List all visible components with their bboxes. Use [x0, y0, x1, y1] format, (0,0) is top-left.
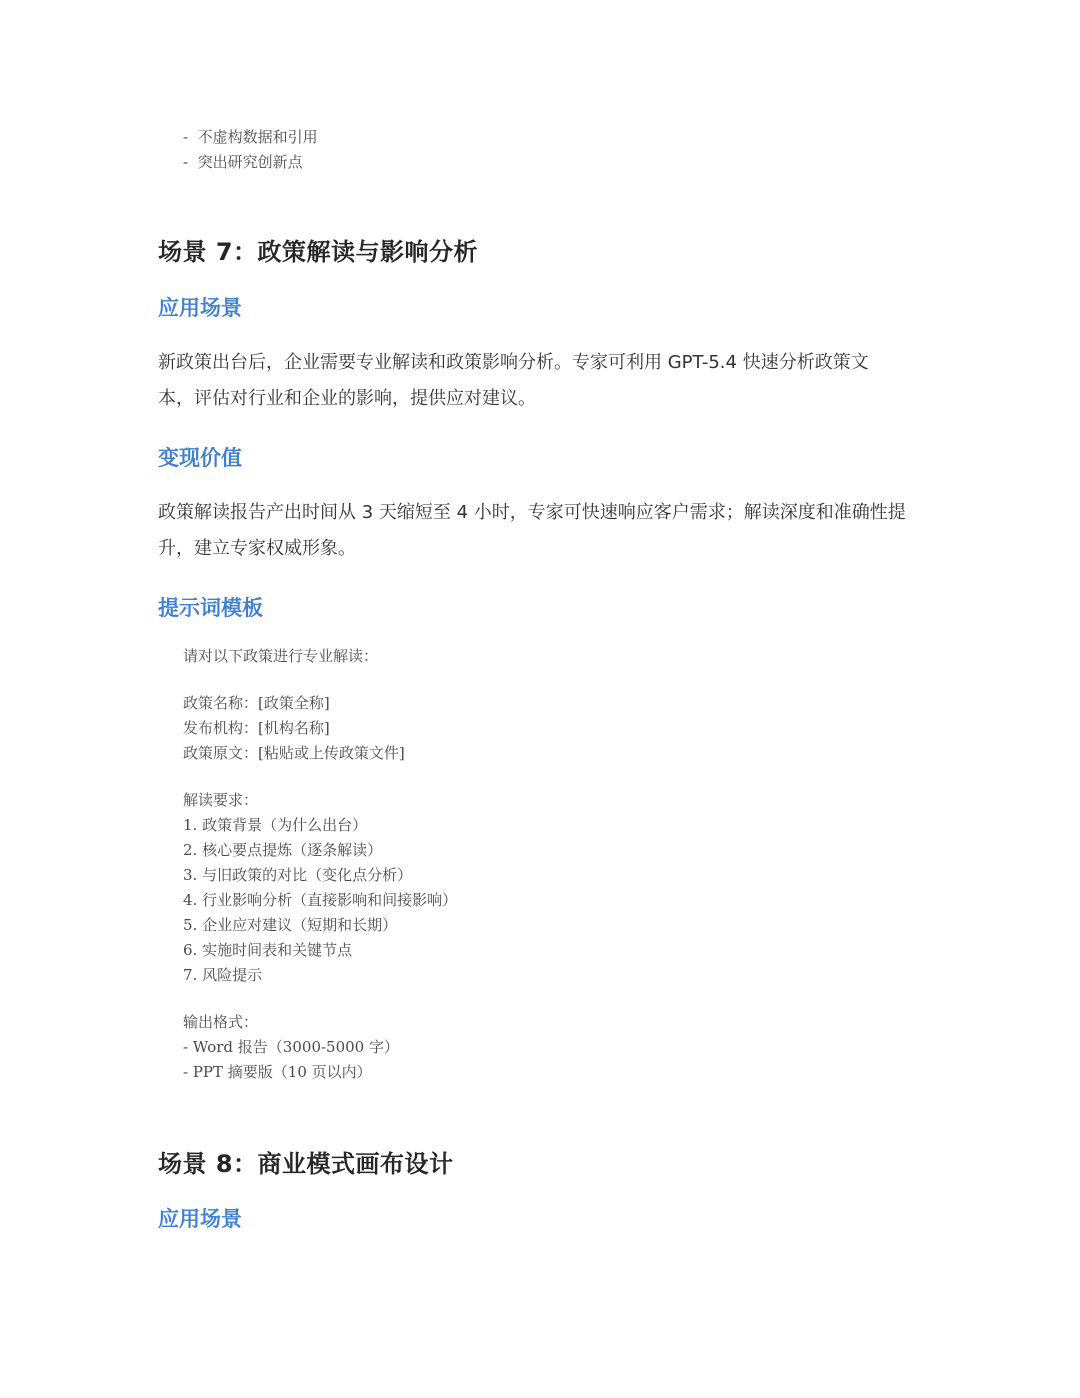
- top-bullet-list: [183, 125, 318, 175]
- scene7-prompt-heading: 提示词模板: [158, 596, 263, 620]
- prompt-field: 发布机构：[机构名称]: [183, 719, 330, 737]
- requirement-item: 5. 企业应对建议（短期和长期）: [183, 916, 398, 934]
- list-item: - 突出研究创新点: [183, 153, 303, 171]
- scene7-title: 场景 7：政策解读与影响分析: [158, 238, 479, 266]
- prompt-intro: 请对以下政策进行专业解读：: [183, 647, 379, 665]
- prompt-field: 政策名称：[政策全称]: [183, 694, 330, 712]
- scene8-app-heading: 应用场景: [158, 1207, 242, 1231]
- paragraph-line: 新政策出台后，企业需要专业解读和政策影响分析。专家可利用 GPT-5.4 快速分析政策文: [158, 352, 869, 373]
- paragraph-line: 升，建立专家权威形象。: [158, 538, 356, 559]
- scene7-app-paragraph: [158, 345, 928, 417]
- output-item: - PPT 摘要版（10 页以内）: [183, 1063, 372, 1081]
- requirement-item: 7. 风险提示: [183, 966, 263, 984]
- requirement-item: 4. 行业影响分析（直接影响和间接影响）: [183, 891, 458, 909]
- requirement-item: 1. 政策背景（为什么出台）: [183, 816, 368, 834]
- scene8-title: 场景 8：商业模式画布设计: [158, 1150, 454, 1178]
- scene7-app-heading: 应用场景: [158, 296, 242, 320]
- scene7-value-heading: 变现价值: [158, 446, 242, 470]
- prompt-template-block: [183, 644, 457, 1085]
- output-item: - Word 报告（3000-5000 字）: [183, 1038, 399, 1056]
- paragraph-line: 政策解读报告产出时间从 3 天缩短至 4 小时，专家可快速响应客户需求；解读深度和准确性提: [158, 502, 906, 523]
- list-item: - 不虚构数据和引用: [183, 128, 318, 146]
- output-label: 输出格式：: [183, 1013, 259, 1031]
- scene7-value-paragraph: [158, 495, 928, 567]
- requirement-item: 2. 核心要点提炼（逐条解读）: [183, 841, 383, 859]
- requirement-item: 6. 实施时间表和关键节点: [183, 941, 353, 959]
- requirements-label: 解读要求：: [183, 791, 259, 809]
- prompt-field: 政策原文：[粘贴或上传政策文件]: [183, 744, 405, 762]
- requirement-item: 3. 与旧政策的对比（变化点分析）: [183, 866, 413, 884]
- paragraph-line: 本，评估对行业和企业的影响，提供应对建议。: [158, 388, 536, 409]
